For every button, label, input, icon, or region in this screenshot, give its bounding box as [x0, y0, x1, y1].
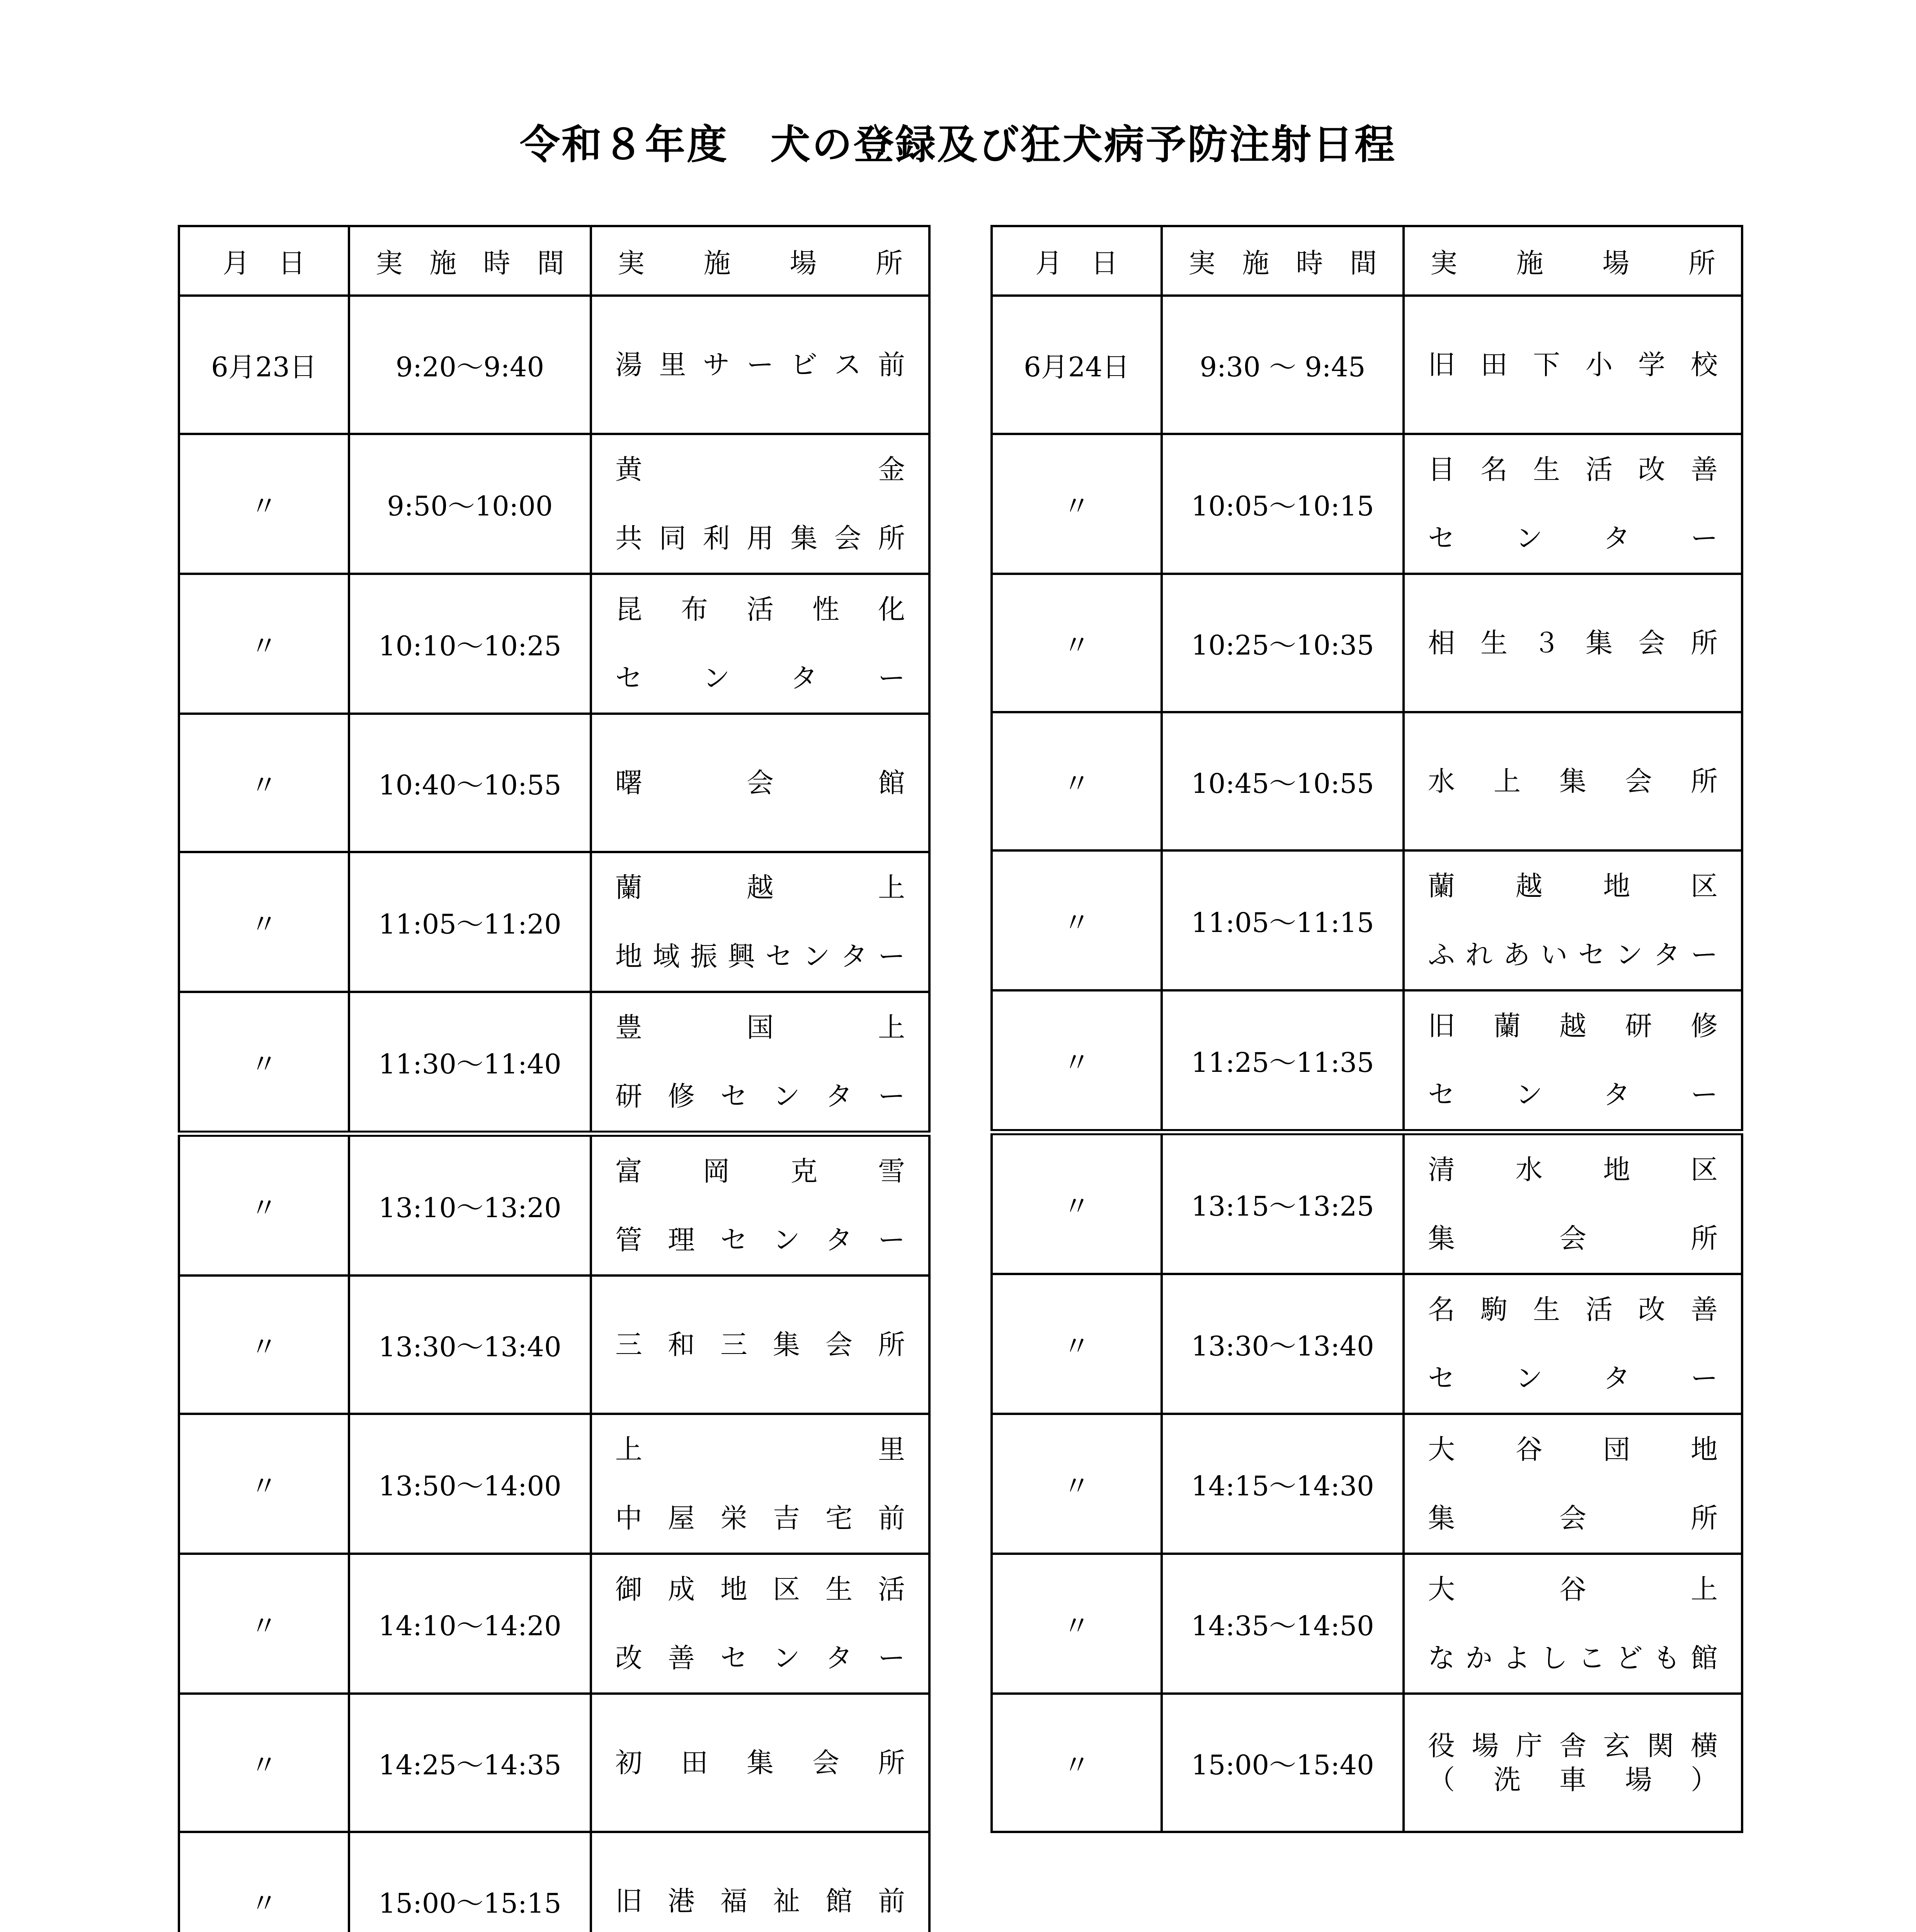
- page-title: 令和８年度 犬の登録及び狂犬病予防注射日程: [519, 121, 1396, 168]
- place-line: 大 谷 上: [1428, 1573, 1718, 1605]
- table-row: [179, 714, 929, 852]
- time-cell: 14:15～14:30: [1162, 1414, 1404, 1554]
- place-line: 昆 布 活 性 化: [615, 594, 905, 625]
- time-cell: 11:25～11:35: [1162, 990, 1404, 1132]
- date-cell: 〃: [992, 1132, 1162, 1274]
- place-line: 上 里: [615, 1434, 905, 1465]
- place-cell: [591, 852, 929, 992]
- place-cell: [591, 1414, 929, 1554]
- place-cell: [591, 1554, 929, 1694]
- place-line: 名 駒 生 活 改 善: [1428, 1294, 1718, 1325]
- place-line: 大 谷 団 地: [1428, 1434, 1718, 1465]
- date-cell: 〃: [179, 1276, 349, 1414]
- place-cell: [591, 434, 929, 574]
- date-cell: 〃: [179, 992, 349, 1134]
- place-line: 三 和 三 集 会 所: [615, 1329, 905, 1361]
- place-line: 集 会 所: [1428, 1502, 1718, 1534]
- table-row: [179, 1554, 929, 1694]
- table-header-row: [179, 226, 929, 296]
- place-line: （ 洗 車 場 ）: [1428, 1764, 1718, 1796]
- date-cell: 〃: [179, 1694, 349, 1832]
- header-date: 月 日: [179, 226, 349, 296]
- time-cell: 14:10～14:20: [349, 1554, 591, 1694]
- date-cell: 6月24日: [992, 296, 1162, 434]
- table-row: [992, 434, 1742, 574]
- date-cell: 〃: [179, 434, 349, 574]
- header-date: 月 日: [992, 226, 1162, 296]
- date-cell: 〃: [179, 1414, 349, 1554]
- table-row: [179, 1276, 929, 1414]
- place-line: 研 修 セ ン タ ー: [615, 1080, 905, 1112]
- table-row: [992, 712, 1742, 850]
- time-cell: 13:30～13:40: [1162, 1274, 1404, 1414]
- place-cell: [1404, 1554, 1742, 1694]
- place-cell: [591, 1134, 929, 1276]
- table-row: [179, 992, 929, 1134]
- time-cell: 10:45～10:55: [1162, 712, 1404, 850]
- table-row: [179, 574, 929, 714]
- date-cell: 〃: [179, 1554, 349, 1694]
- table-row: [992, 1274, 1742, 1414]
- time-cell: 9:20～9:40: [349, 296, 591, 434]
- place-line: 中 屋 栄 吉 宅 前: [615, 1502, 905, 1534]
- table-row: [992, 1132, 1742, 1274]
- time-cell: 10:10～10:25: [349, 574, 591, 714]
- date-cell: 〃: [992, 434, 1162, 574]
- place-line: な か よ し こ ど も 館: [1428, 1642, 1718, 1674]
- date-cell: 〃: [179, 1134, 349, 1276]
- place-line: 富 岡 克 雪: [615, 1155, 905, 1187]
- schedule-table-left: [178, 225, 931, 1932]
- time-cell: 9:30 ～ 9:45: [1162, 296, 1404, 434]
- place-line: 管 理 セ ン タ ー: [615, 1224, 905, 1256]
- table-row: [179, 1414, 929, 1554]
- place-line: 旧 田 下 小 学 校: [1428, 349, 1718, 381]
- table-row: [179, 1694, 929, 1832]
- place-cell: [1404, 1414, 1742, 1554]
- place-cell: [1404, 1694, 1742, 1832]
- date-cell: 〃: [992, 1274, 1162, 1414]
- place-line: 相 生 ３ 集 会 所: [1428, 627, 1718, 659]
- place-line: セ ン タ ー: [1428, 522, 1718, 554]
- place-cell: [591, 1832, 929, 1932]
- time-cell: 14:25～14:35: [349, 1694, 591, 1832]
- date-cell: 〃: [179, 574, 349, 714]
- place-line: 旧 蘭 越 研 修: [1428, 1010, 1718, 1042]
- date-cell: 〃: [992, 712, 1162, 850]
- place-line: セ ン タ ー: [615, 662, 905, 694]
- time-cell: 13:50～14:00: [349, 1414, 591, 1554]
- place-line: 清 水 地 区: [1428, 1154, 1718, 1185]
- header-place: 実 施 場 所: [1404, 226, 1742, 296]
- place-line: 蘭 越 地 区: [1428, 870, 1718, 902]
- place-line: セ ン タ ー: [1428, 1362, 1718, 1394]
- time-cell: 13:30～13:40: [349, 1276, 591, 1414]
- place-line: 黄 金: [615, 454, 905, 485]
- time-cell: 9:50～10:00: [349, 434, 591, 574]
- time-cell: 14:35～14:50: [1162, 1554, 1404, 1694]
- place-cell: [591, 296, 929, 434]
- place-line: 共 同 利 用 集 会 所: [615, 522, 905, 554]
- header-place: 実 施 場 所: [591, 226, 929, 296]
- table-header-row: [992, 226, 1742, 296]
- table-row: [179, 1832, 929, 1932]
- time-cell: 11:05～11:20: [349, 852, 591, 992]
- time-cell: 10:05～10:15: [1162, 434, 1404, 574]
- schedule-table-right: [990, 225, 1743, 1833]
- place-line: 水 上 集 会 所: [1428, 765, 1718, 797]
- table-row: [992, 1694, 1742, 1832]
- header-time: 実 施 時 間: [1162, 226, 1404, 296]
- date-cell: 〃: [992, 1414, 1162, 1554]
- table-row: [992, 1414, 1742, 1554]
- date-cell: 〃: [992, 990, 1162, 1132]
- place-cell: [591, 574, 929, 714]
- place-line: ふ れ あ い セ ン タ ー: [1428, 939, 1718, 971]
- table-row: [179, 296, 929, 434]
- place-cell: [591, 714, 929, 852]
- place-line: 御 成 地 区 生 活: [615, 1573, 905, 1605]
- header-time: 実 施 時 間: [349, 226, 591, 296]
- place-cell: [591, 1694, 929, 1832]
- place-line: 豊 国 上: [615, 1012, 905, 1043]
- time-cell: 15:00～15:15: [349, 1832, 591, 1932]
- date-cell: 〃: [992, 1694, 1162, 1832]
- table-row: [992, 1554, 1742, 1694]
- place-line: 集 会 所: [1428, 1223, 1718, 1254]
- place-line: 初 田 集 会 所: [615, 1747, 905, 1779]
- place-cell: [1404, 1274, 1742, 1414]
- place-line: 旧 港 福 祉 館 前: [615, 1885, 905, 1917]
- table-row: [992, 574, 1742, 712]
- place-line: 蘭 越 上: [615, 872, 905, 903]
- place-cell: [1404, 1132, 1742, 1274]
- time-cell: 10:25～10:35: [1162, 574, 1404, 712]
- place-cell: [591, 1276, 929, 1414]
- place-line: 目 名 生 活 改 善: [1428, 454, 1718, 485]
- date-cell: 6月23日: [179, 296, 349, 434]
- place-line: 役 場 庁 舎 玄 関 横: [1428, 1730, 1718, 1762]
- time-cell: 11:30～11:40: [349, 992, 591, 1134]
- place-cell: [1404, 850, 1742, 990]
- table-row: [992, 850, 1742, 990]
- place-line: 地 域 振 興 セ ン タ ー: [615, 940, 905, 972]
- place-cell: [591, 992, 929, 1134]
- place-cell: [1404, 296, 1742, 434]
- time-cell: 11:05～11:15: [1162, 850, 1404, 990]
- date-cell: 〃: [179, 714, 349, 852]
- table-row: [179, 1134, 929, 1276]
- table-row: [992, 990, 1742, 1132]
- place-line: セ ン タ ー: [1428, 1079, 1718, 1111]
- place-line: 湯 里 サ ー ビ ス 前: [615, 349, 905, 381]
- place-line: 曙 会 館: [615, 767, 905, 799]
- date-cell: 〃: [992, 850, 1162, 990]
- place-cell: [1404, 434, 1742, 574]
- time-cell: 13:15～13:25: [1162, 1132, 1404, 1274]
- table-row: [179, 852, 929, 992]
- place-cell: [1404, 712, 1742, 850]
- place-cell: [1404, 990, 1742, 1132]
- place-cell: [1404, 574, 1742, 712]
- date-cell: 〃: [179, 1832, 349, 1932]
- date-cell: 〃: [179, 852, 349, 992]
- date-cell: 〃: [992, 1554, 1162, 1694]
- date-cell: 〃: [992, 574, 1162, 712]
- time-cell: 15:00～15:40: [1162, 1694, 1404, 1832]
- place-line: 改 善 セ ン タ ー: [615, 1642, 905, 1674]
- table-row: [992, 296, 1742, 434]
- time-cell: 13:10～13:20: [349, 1134, 591, 1276]
- table-row: [179, 434, 929, 574]
- time-cell: 10:40～10:55: [349, 714, 591, 852]
